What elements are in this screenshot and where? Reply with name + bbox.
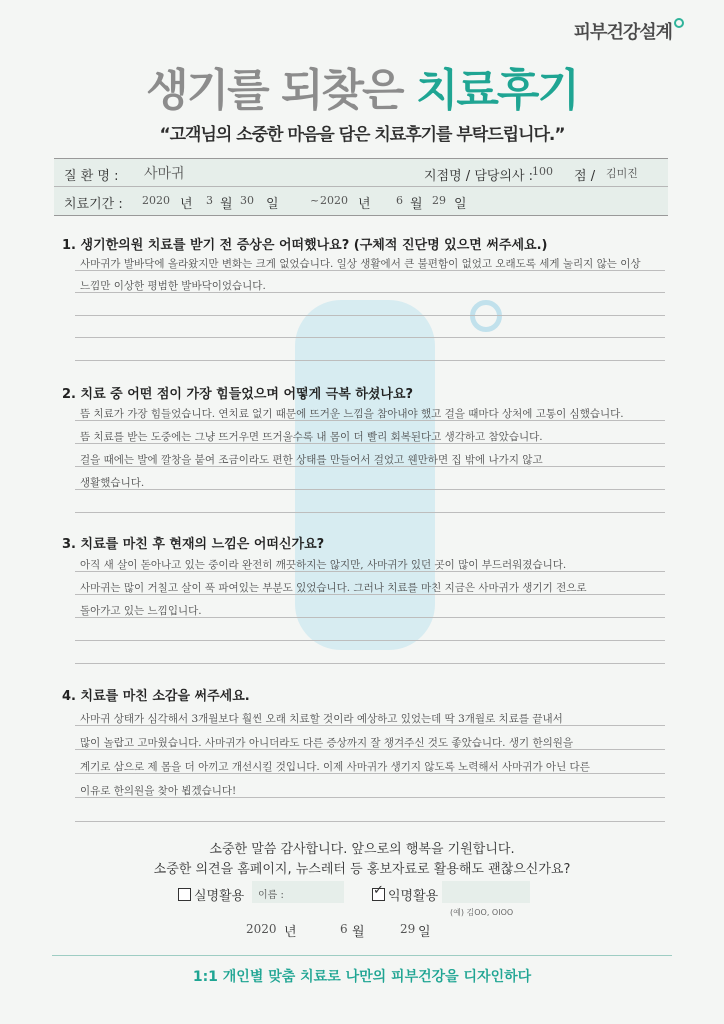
disease-value: 사마귀 xyxy=(144,166,185,182)
disease-label: 질 환 명 : xyxy=(64,169,119,184)
anonymous-checkbox[interactable] xyxy=(372,883,385,901)
end-year: 2020 xyxy=(320,194,348,207)
real-name-checkbox[interactable] xyxy=(178,888,191,901)
footer-slogan: 1:1 개인별 맞춤 치료로 나만의 피부건강을 디자인하다 xyxy=(192,969,532,985)
answer-2-line-3: 걸을 때에는 발에 깔창을 붙여 조금이라도 편한 상태를 만들어서 걸었고 웬만하면 집 밖에 나가지 않고 xyxy=(80,454,543,466)
real-name-field[interactable] xyxy=(252,881,344,903)
answer-4-line-4: 이유로 한의원을 찾아 뵙겠습니다! xyxy=(80,785,237,797)
date-month: 6 xyxy=(340,922,348,936)
end-prefix: ~ xyxy=(310,194,320,207)
date-month-unit: 월 xyxy=(352,925,365,940)
end-month-unit: 월 xyxy=(410,197,423,212)
brand-dot-icon xyxy=(674,18,684,28)
end-year-unit: 년 xyxy=(358,197,371,212)
start-day: 30 xyxy=(240,194,254,207)
answer-3-line-3: 돌아가고 있는 느낌입니다. xyxy=(80,605,202,617)
answer-1-line-2: 느낌만 이상한 평범한 발바닥이었습니다. xyxy=(80,280,266,292)
anonymous-option-label: 익명활용 xyxy=(388,889,439,904)
start-month: 3 xyxy=(206,194,213,207)
info-box xyxy=(54,158,668,216)
question-1: 1. 생기한의원 치료를 받기 전 증상은 어떠했나요? (구체적 진단명 있으면 써주세요.) xyxy=(62,238,548,253)
date-day: 29 xyxy=(400,922,416,936)
answer-4-line-1: 사마귀 상태가 심각해서 3개월보다 훨씬 오래 치료할 것이라 예상하고 있었는데 딱 3개월로 치료를 끝내서 xyxy=(80,713,563,725)
title-part1: 생기를 되찾은 xyxy=(146,65,403,116)
watermark-dot-icon xyxy=(470,300,502,332)
branch-label: 지점명 / 담당의사 : xyxy=(424,169,534,184)
real-name-option-label: 실명활용 xyxy=(194,889,245,904)
start-month-unit: 월 xyxy=(220,197,233,212)
title-part2: 치료후기 xyxy=(415,65,578,116)
page-title xyxy=(0,54,724,118)
score-label: 점 / xyxy=(574,169,596,184)
question-4: 4. 치료를 마친 소감을 써주세요. xyxy=(62,689,250,704)
answer-1-line-1: 사마귀가 발바닥에 올라왔지만 변화는 크게 없었습니다. 일상 생활에서 큰 불편함이 없었고 오래도록 세게 눌리지 않는 이상 xyxy=(80,258,641,270)
end-month: 6 xyxy=(396,194,403,207)
page-subtitle: “고객님의 소중한 마음을 담은 치료후기를 부탁드립니다.” xyxy=(159,125,565,145)
end-day-unit: 일 xyxy=(454,197,467,212)
closing-consent-question: 소중한 의견을 홈페이지, 뉴스레터 등 홍보자료로 활용해도 괜찮으신가요? xyxy=(153,862,571,877)
end-day: 29 xyxy=(432,194,446,207)
anonymous-example: (예) 김OO, OIOO xyxy=(450,908,514,917)
closing-thanks: 소중한 말씀 감사합니다. 앞으로의 행복을 기원합니다. xyxy=(209,842,515,857)
answer-4-line-2: 많이 놀랍고 고마웠습니다. 사마귀가 아니더라도 다른 증상까지 잘 챙겨주신 것도 좋았습니다. 생기 한의원을 xyxy=(80,737,574,749)
anonymous-check-mark-icon: ✓ xyxy=(373,883,384,898)
anonymous-name-field[interactable] xyxy=(442,881,530,903)
start-day-unit: 일 xyxy=(266,197,279,212)
date-year: 2020 xyxy=(246,922,277,936)
answer-3-line-2: 사마귀는 많이 거칠고 살이 푹 파여있는 부분도 있었습니다. 그러나 치료를 마친 지금은 사마귀가 생기기 전으로 xyxy=(80,582,587,594)
answer-4-line-3: 계기로 삼으로 제 몸을 더 아끼고 개선시킬 것입니다. 이제 사마귀가 생기지 않도록 노력해서 사마귀가 아닌 다른 xyxy=(80,761,590,773)
question-2: 2. 치료 중 어떤 점이 가장 힘들었으며 어떻게 극복 하셨나요? xyxy=(62,387,414,402)
answer-2-line-4: 생활했습니다. xyxy=(80,477,145,489)
start-year: 2020 xyxy=(142,194,170,207)
question-3: 3. 치료를 마친 후 현재의 느낌은 어떠신가요? xyxy=(62,537,325,552)
brand-text: 피부건강설계 xyxy=(573,22,672,43)
name-field-label: 이름 : xyxy=(258,890,284,901)
date-year-unit: 년 xyxy=(284,925,297,940)
brand-logo xyxy=(574,18,684,44)
answer-3-line-1: 아직 새 살이 돋아나고 있는 중이라 완전히 깨끗하지는 않지만, 사마귀가 있던 곳이 많이 부드러워졌습니다. xyxy=(80,559,567,571)
answer-2-line-1: 뜸 치료가 가장 힘들었습니다. 연치료 없기 때문에 뜨거운 느낌을 참아내야 했고 걸을 때마다 상처에 고통이 심했습니다. xyxy=(80,408,624,420)
doctor-value: 김미진 xyxy=(606,167,638,180)
answer-2-line-2: 뜸 치료를 받는 도중에는 그냥 뜨거우면 뜨거울수록 내 몸이 더 빨리 회복된다고 생각하고 참았습니다. xyxy=(80,431,543,443)
start-year-unit: 년 xyxy=(180,197,193,212)
period-label: 치료기간 : xyxy=(64,197,123,212)
branch-value: 100 xyxy=(532,165,553,178)
date-day-unit: 일 xyxy=(418,925,431,940)
